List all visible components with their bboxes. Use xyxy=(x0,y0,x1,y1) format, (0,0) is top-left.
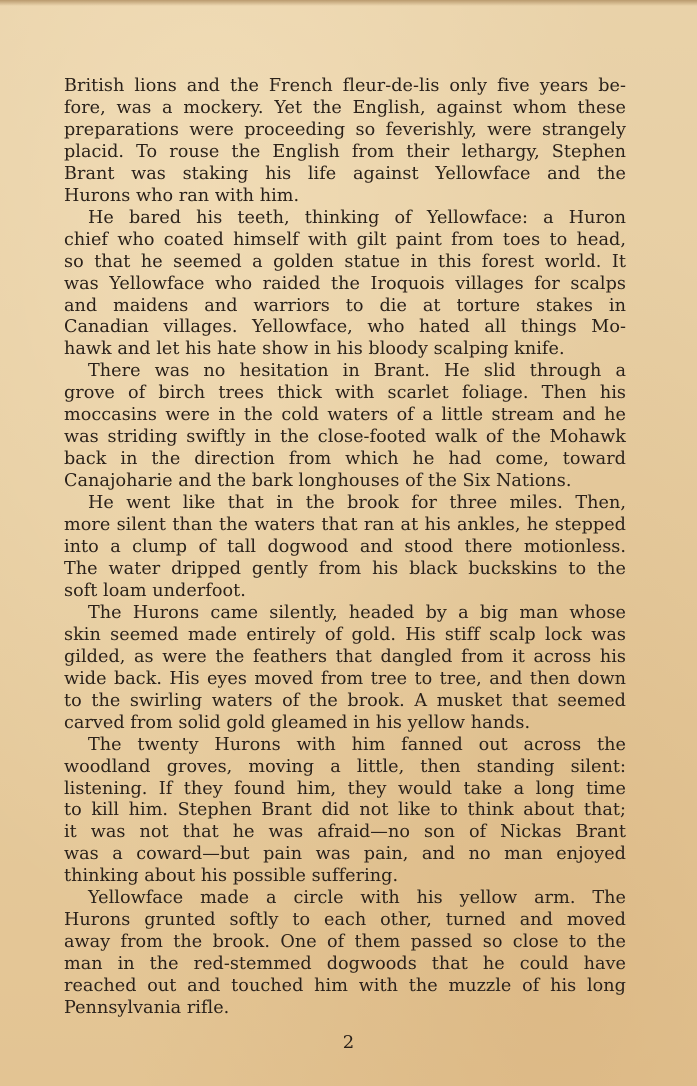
text-line: Pennsylvania rifle. xyxy=(64,998,230,1019)
text-line: British lions and the French fleur-de-lis only five years be- xyxy=(64,76,626,96)
text-line: Hurons grunted softly to each other, turned and moved xyxy=(64,910,626,931)
text-line: was a coward—but pain was pain, and no man enjoyed xyxy=(64,844,626,865)
text-line: back in the direction from which he had come, toward xyxy=(64,449,626,470)
text-line: Brant was staking his life against Yellowface and the xyxy=(64,163,626,184)
paragraph xyxy=(64,208,626,362)
text-line: and maidens and warriors to die at torture stakes in xyxy=(64,295,626,316)
text-line: so that he seemed a golden statue in this forest world. It xyxy=(64,251,626,272)
text-line: into a clump of tall dogwood and stood there motionless. xyxy=(64,537,626,558)
text-line: preparations were proceeding so feverishly, were strangely xyxy=(64,119,626,140)
text-line: fore, was a mockery. Yet the English, against whom these xyxy=(64,97,626,118)
text-line: woodland groves, moving a little, then standing silent: xyxy=(64,756,626,777)
text-line: away from the brook. One of them passed so close to the xyxy=(64,932,626,953)
text-line: There was no hesitation in Brant. He slid through a xyxy=(88,361,626,382)
text-line: placid. To rouse the English from their lethargy, Stephen xyxy=(64,141,626,162)
text-line: it was not that he was afraid—no son of Nickas Brant xyxy=(64,822,626,843)
text-line: reached out and touched him with the muzzle of his long xyxy=(64,976,626,997)
text-line: man in the red-stemmed dogwoods that he could have xyxy=(64,954,626,975)
text-line: wide back. His eyes moved from tree to tree, and then down xyxy=(64,668,626,689)
text-line: The water dripped gently from his black buckskins to the xyxy=(64,558,626,579)
paragraph xyxy=(64,603,626,735)
paragraph xyxy=(64,735,626,889)
paragraph xyxy=(64,493,626,603)
text-line: skin seemed made entirely of gold. His stiff scalp lock was xyxy=(64,624,626,645)
text-line: to the swirling waters of the brook. A musket that seemed xyxy=(64,690,626,711)
text-line: Hurons who ran with him. xyxy=(64,185,300,206)
text-line: chief who coated himself with gilt paint from toes to head, xyxy=(64,229,626,250)
paragraph xyxy=(64,888,626,1020)
text-line: The twenty Hurons with him fanned out across the xyxy=(88,734,626,755)
text-line: moccasins were in the cold waters of a little stream and he xyxy=(64,405,626,426)
body-text xyxy=(64,76,626,1020)
text-line: was striding swiftly in the close-footed walk of the Mohawk xyxy=(64,427,626,448)
page-number: 2 xyxy=(342,1032,355,1053)
text-line: thinking about his possible suffering. xyxy=(64,866,399,887)
text-line: The Hurons came silently, headed by a big man whose xyxy=(88,602,626,623)
page-top-edge xyxy=(0,0,697,6)
text-line: grove of birch trees thick with scarlet foliage. Then his xyxy=(64,383,626,404)
text-line: He bared his teeth, thinking of Yellowface: a Huron xyxy=(88,207,626,228)
text-line: gilded, as were the feathers that dangled from it across his xyxy=(64,646,626,667)
text-line: He went like that in the brook for three miles. Then, xyxy=(88,493,626,514)
text-line: soft loam underfoot. xyxy=(64,580,246,601)
text-line: Canajoharie and the bark longhouses of the Six Nations. xyxy=(64,471,572,492)
text-line: to kill him. Stephen Brant did not like to think about that; xyxy=(64,800,626,821)
paragraph xyxy=(64,76,626,208)
text-line: Canadian villages. Yellowface, who hated all things Mo- xyxy=(64,317,626,338)
paragraph xyxy=(64,361,626,493)
text-line: more silent than the waters that ran at his ankles, he stepped xyxy=(64,515,626,536)
text-line: was Yellowface who raided the Iroquois villages for scalps xyxy=(64,273,626,294)
text-line: Yellowface made a circle with his yellow arm. The xyxy=(88,888,626,909)
text-line: carved from solid gold gleamed in his yellow hands. xyxy=(64,712,531,733)
text-line: listening. If they found him, they would take a long time xyxy=(64,778,626,799)
text-line: hawk and let his hate show in his bloody scalping knife. xyxy=(64,339,565,360)
